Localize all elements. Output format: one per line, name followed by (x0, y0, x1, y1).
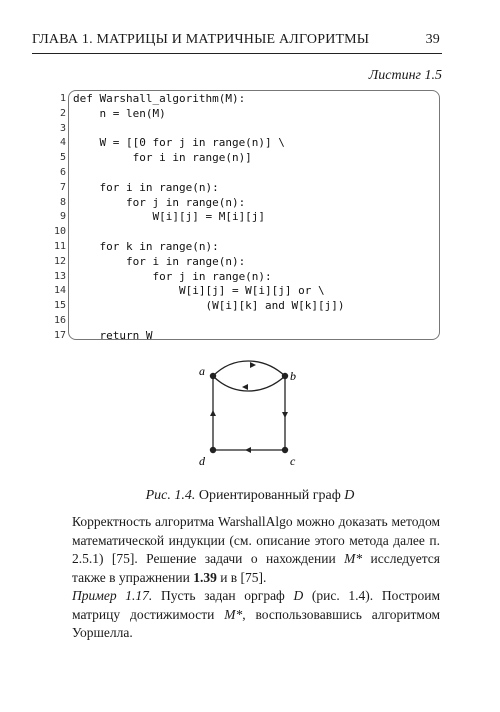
node-c (282, 447, 288, 453)
code-line: for k in range(n): (73, 239, 219, 253)
code-line (73, 166, 433, 181)
figure-label: Рис. 1.4. (145, 488, 196, 503)
line-number: 3 (59, 122, 66, 134)
edge-b-a (213, 376, 285, 391)
line-number: 15 (53, 300, 66, 312)
page-number: 39 (425, 32, 440, 47)
line-number: 17 (53, 329, 66, 341)
p2-text-3: , воспользовавшись алгоритмом Уоршелла. (72, 606, 440, 640)
code-line: n = len(M) (73, 106, 166, 120)
p1-text-3: исследуется также в упражнении (72, 551, 440, 585)
code-block (73, 92, 433, 344)
code-line (73, 225, 433, 240)
code-line (73, 314, 433, 329)
figure-graph-var: D (344, 488, 355, 503)
line-number: 12 (53, 255, 66, 267)
header-rule (32, 53, 442, 54)
node-label-d: d (199, 454, 205, 468)
p1-text-2: можно доказать методом математической индукции (см. описание этого метода далее п. 2.5.1) [75]. Решение задачи о нахождении (72, 514, 440, 566)
running-header (32, 32, 440, 52)
paragraph-example (72, 587, 440, 643)
code-line (73, 122, 433, 137)
node-label-a: a (199, 364, 205, 378)
line-number: 1 (59, 93, 66, 104)
edge-a-b (213, 361, 285, 376)
code-line: (W[i][k] and W[k][j]) (73, 299, 345, 313)
p1-text-1: Корректность алгоритма (72, 514, 219, 529)
arrow-a-b (250, 362, 256, 368)
code-line: for i in range(n)] (73, 151, 252, 165)
p1-matrix-symbol: M* (344, 551, 363, 566)
p2-text-2: (рис. 1.4). Построим матрицу достижимости (72, 588, 441, 622)
node-b (282, 373, 288, 379)
code-line: for j in range(n): (73, 269, 272, 283)
arrow-d-a (210, 410, 216, 416)
node-d (210, 447, 216, 453)
paragraph-correctness (72, 513, 440, 587)
arrow-b-c (282, 412, 288, 418)
example-label: Пример 1.17. (72, 588, 153, 603)
line-number: 11 (53, 240, 66, 252)
listing-caption: Листинг 1.5 (368, 68, 442, 83)
line-number: 14 (53, 285, 66, 297)
code-line: W = [[0 for j in range(n)] \ (73, 136, 285, 150)
directed-graph-figure (188, 358, 308, 473)
code-line: for i in range(n): (73, 254, 246, 268)
line-number: 2 (59, 107, 66, 119)
node-label-b: b (290, 369, 296, 383)
code-line: W[i][j] = W[i][j] or \ (73, 284, 325, 298)
code-line: def Warshall_algorithm(M): (73, 92, 246, 105)
figure-caption-text: Ориентированный граф (195, 488, 345, 503)
line-number: 5 (59, 152, 66, 164)
p2-matrix-symbol: M* (224, 606, 243, 622)
arrow-c-d (245, 447, 251, 453)
node-label-c: c (290, 454, 296, 468)
p1-algo-name: WarshallAlgo (218, 514, 293, 529)
line-number: 16 (53, 314, 66, 326)
line-number: 4 (59, 137, 66, 149)
figure-caption (0, 488, 500, 504)
code-line: for j in range(n): (73, 195, 246, 209)
line-number: 13 (53, 270, 66, 282)
arrow-b-a (242, 384, 248, 390)
code-line: W[i][j] = M[i][j] (73, 210, 266, 224)
p1-text-4: и в [75]. (216, 569, 267, 585)
node-a (210, 373, 216, 379)
p2-text-1: Пусть задан орграф (152, 588, 294, 603)
code-line: return W (73, 328, 153, 342)
line-number: 10 (53, 226, 66, 238)
p2-graph-var: D (293, 588, 304, 603)
line-numbers (40, 92, 66, 344)
line-number: 6 (59, 166, 66, 178)
line-number: 8 (59, 196, 66, 208)
chapter-title: ГЛАВА 1. МАТРИЦЫ И МАТРИЧНЫЕ АЛГОРИТМЫ (32, 32, 370, 47)
line-number: 9 (59, 211, 66, 223)
p1-exercise-ref: 1.39 (193, 569, 217, 585)
code-line: for i in range(n): (73, 180, 219, 194)
line-number: 7 (59, 181, 66, 193)
